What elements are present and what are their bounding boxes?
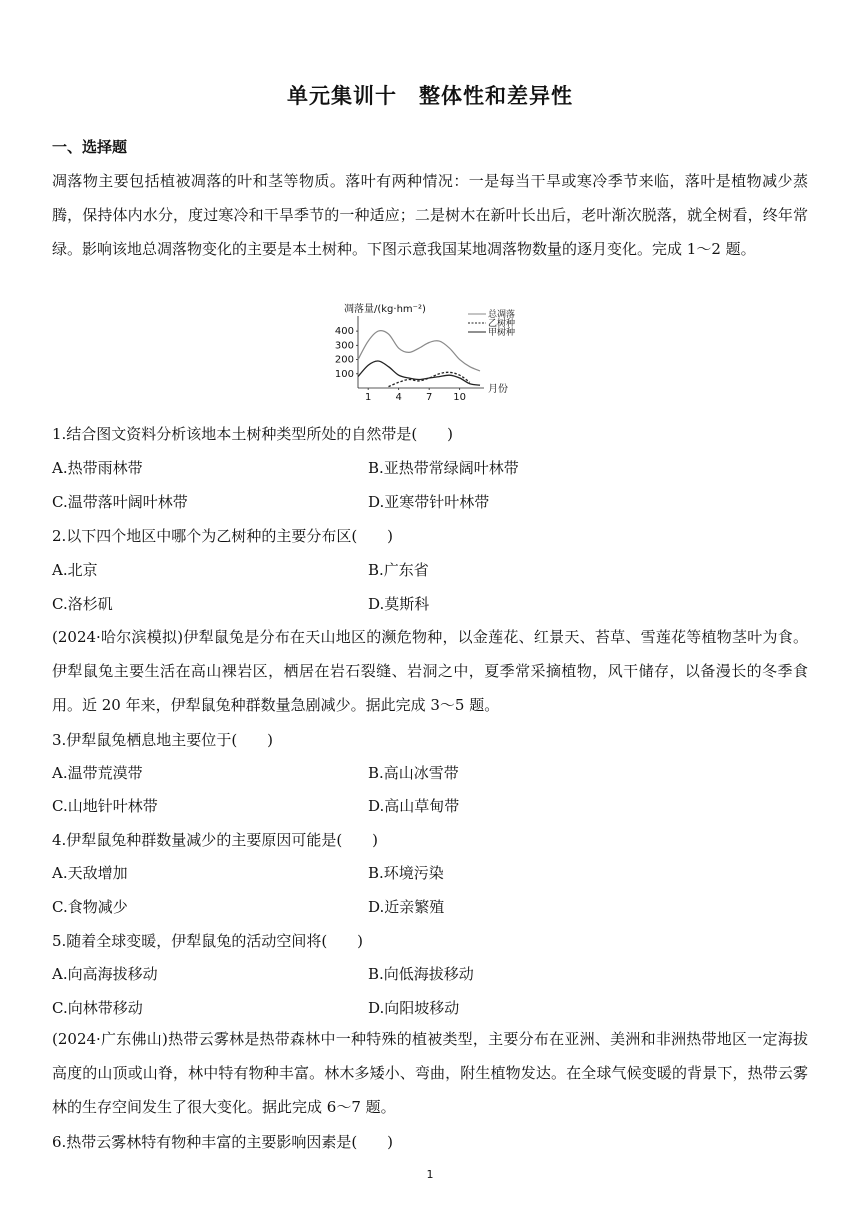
- x-tick-label: 10: [453, 392, 467, 403]
- y-tick-label: 300: [334, 340, 354, 352]
- question-4-option-c: C.食物减少: [52, 898, 128, 916]
- series-line-3: [358, 361, 480, 385]
- intro-paragraph-2: (2024·哈尔滨模拟)伊犁鼠兔是分布在天山地区的濒危物种，以金莲花、红景天、苔草、雪莲花等植物茎叶为食。伊犁鼠兔主要生活在高山裸岩区，栖居在岩石裂缝、岩洞之中，夏季常采摘植物，风干储存，以备漫长的冬季食用。近 20 年来，伊犁鼠兔种群数量急剧减少。据此完成 3～5 题。: [52, 628, 808, 714]
- section-heading: 一、选择题: [52, 138, 128, 156]
- intro-paragraph-3: (2024·广东佛山)热带云雾林是热带森林中一种特殊的植被类型，主要分布在亚洲、美洲和非洲热带地区一定海拔高度的山顶或山脊，林中特有物种丰富。林木多矮小、弯曲，附生植物发达。在全球气候变暖的背景下，热带云雾林的生存空间发生了很大变化。据此完成 6～7 题。: [52, 1030, 808, 1116]
- question-1-option-c: C.温带落叶阔叶林带: [52, 493, 188, 511]
- question-1-option-b: B.亚热带常绿阔叶林带: [368, 459, 519, 477]
- question-1-option-d: D.亚寒带针叶林带: [368, 493, 490, 511]
- question-3-option-d: D.高山草甸带: [368, 797, 460, 815]
- intro-paragraph-1: 凋落物主要包括植被凋落的叶和茎等物质。落叶有两种情况：一是每当干旱或寒冷季节来临，落叶是植物减少蒸腾，保持体内水分，度过寒冷和干旱季节的一种适应；二是树木在新叶长出后，老叶渐次脱落，就全树看，终年常绿。影响该地总凋落物变化的主要是本土树种。下图示意我国某地凋落物数量的逐月变化。完成 1～2 题。: [52, 172, 808, 258]
- page-title: 单元集训十 整体性和差异性: [287, 84, 573, 108]
- y-axis-label: 凋落量/(kg·hm⁻²): [344, 304, 426, 315]
- question-4-option-b: B.环境污染: [368, 864, 444, 882]
- question-3-option-c: C.山地针叶林带: [52, 797, 158, 815]
- series-line-2: [389, 372, 470, 386]
- legend-label: 乙树种: [488, 319, 516, 329]
- question-5-option-a: A.向高海拔移动: [52, 965, 158, 983]
- question-2-option-b: B.广东省: [368, 561, 429, 579]
- series-line-1: [358, 331, 480, 371]
- question-4-stem: 4.伊犁鼠兔种群数量减少的主要原因可能是( ): [52, 831, 379, 849]
- y-tick-label: 100: [334, 368, 354, 380]
- x-tick-label: 1: [364, 392, 372, 403]
- question-1-stem: 1.结合图文资料分析该地本土树种类型所处的自然带是( ): [52, 425, 454, 443]
- question-2-option-a: A.北京: [52, 561, 98, 579]
- litterfall-chart: [330, 300, 530, 410]
- question-5-option-c: C.向林带移动: [52, 999, 143, 1017]
- question-6-stem: 6.热带云雾林特有物种丰富的主要影响因素是( ): [52, 1133, 394, 1151]
- question-2-option-c: C.洛杉矶: [52, 595, 113, 613]
- question-2-stem: 2.以下四个地区中哪个为乙树种的主要分布区( ): [52, 527, 394, 545]
- question-1-option-a: A.热带雨林带: [52, 459, 143, 477]
- question-3-option-b: B.高山冰雪带: [368, 764, 459, 782]
- legend-label: 总凋落: [488, 310, 516, 320]
- x-axis-label: 月份: [488, 384, 508, 395]
- question-5-stem: 5.随着全球变暖，伊犁鼠兔的活动空间将( ): [52, 932, 364, 950]
- question-4-option-a: A.天敌增加: [52, 864, 128, 882]
- x-tick-label: 7: [425, 392, 433, 403]
- question-4-option-d: D.近亲繁殖: [368, 898, 445, 916]
- y-tick-label: 400: [334, 326, 354, 338]
- question-3-stem: 3.伊犁鼠兔栖息地主要位于( ): [52, 731, 274, 749]
- x-tick-label: 4: [395, 392, 402, 403]
- y-tick-label: 200: [334, 354, 354, 366]
- question-5-option-d: D.向阳坡移动: [368, 999, 460, 1017]
- question-2-option-d: D.莫斯科: [368, 595, 430, 613]
- page-number: 1: [426, 1168, 434, 1181]
- question-5-option-b: B.向低海拔移动: [368, 965, 474, 983]
- question-3-option-a: A.温带荒漠带: [52, 764, 143, 782]
- legend-label: 甲树种: [488, 328, 516, 338]
